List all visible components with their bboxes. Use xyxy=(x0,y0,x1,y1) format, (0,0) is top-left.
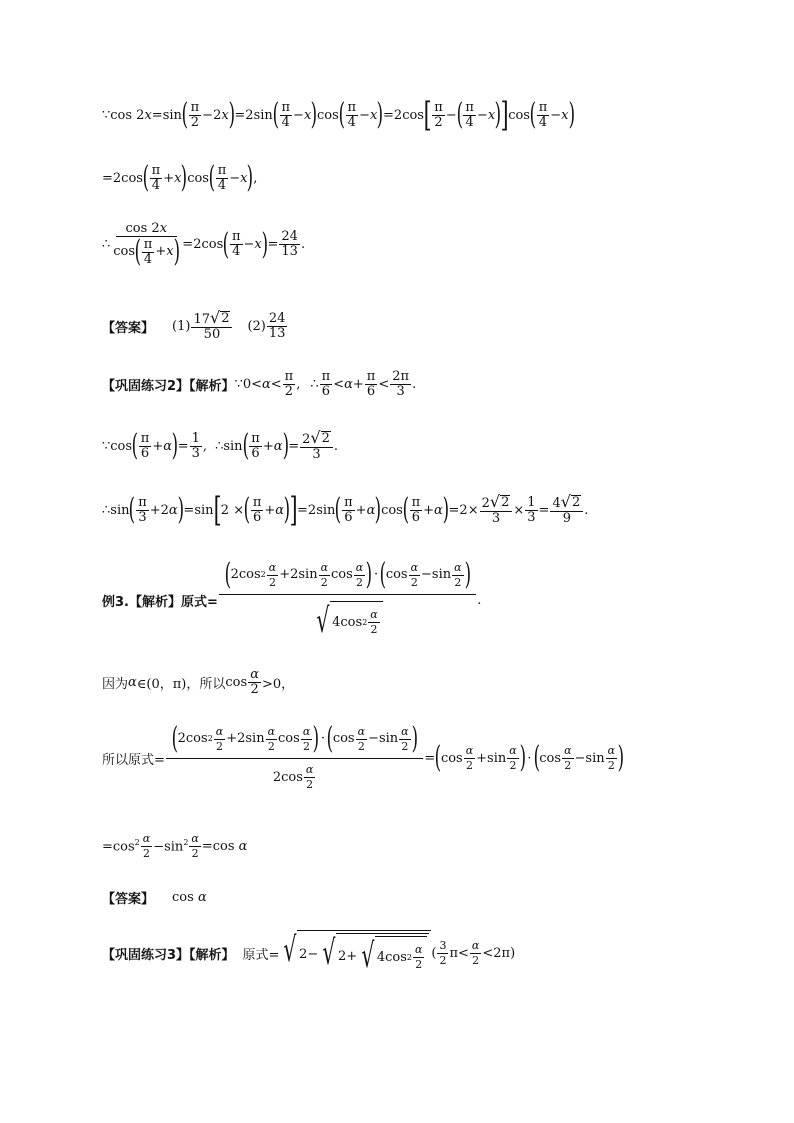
exercise-2-line-2: ∵cos ( π 6 +α ) = $\frac{1}{3}$ , ∴sin ( π 6 +α ) = 2 √ 2 3 . xyxy=(102,428,339,463)
condition-prefix: 因为 xyxy=(102,677,129,692)
exercise-2-line-1: 【巩固练习2】【解析】 ∵0<α< π 2 , ∴ π 6 <α+ $\frac{\pi}{6}$ < 2π 3 . xyxy=(102,369,417,399)
so-original: 所以原式= xyxy=(102,752,165,768)
answer-3: 【答案】 cos α xyxy=(102,890,207,907)
answer-label-1: 【答案】 xyxy=(102,320,155,336)
exercise-2-label: 【巩固练习2】【解析】 xyxy=(102,379,235,394)
condition-mid: ，所以 xyxy=(186,677,226,692)
answer-1: 【答案】 (1) 17 √ 2 50 (2) 24 13 xyxy=(102,308,286,342)
equation-line-1: ∵cos 2x=sin ( π 2 −2x ) =2sin ( π 4 −x ) cos ( π 4 −x ) =2cos [ π 2 − ( π 4 −x ) ] cos ( π 4 −x ) xyxy=(102,95,575,135)
exercise-3-line-1: 【巩固练习3】【解析】 原式= √ 2− √ 2+ √ 4cos 2 α 2 ( 3 2 π< α 2 <2π) xyxy=(102,930,516,976)
example-3-line-3: 所以原式= ( 2cos 2 α 2 +2sin α 2 cos α 2 ) · ( cos α 2 −sin α 2 ) 2cos α 2 = ( cos α 2 +sin α 2 ) · ( cos α 2 −sin α 2 ) xyxy=(102,721,625,791)
example-3-label: 例3.【解析】原式= xyxy=(102,595,218,610)
equation-line-2: =2cos ( π 4 +x ) cos ( π 4 −x ) , xyxy=(102,160,258,195)
exercise-3-label: 【巩固练习3】【解析】 xyxy=(102,947,235,963)
exercise-3-text: 原式= xyxy=(242,947,280,963)
exercise-2-line-3: ∴sin ( π 3 +2α ) =sin [ 2 × ( π 6 +α ) ] =2sin ( π 6 +α ) cos ( π 6 +α ) =2× 2 √ 2 3 × $\frac{1}{3}$ = 4 √ 2 9 . xyxy=(102,490,589,530)
example-3-line-4: $=\cos^2$ α 2 $-\sin^2$ $\frac{\alpha}{2}$ =cos α xyxy=(102,832,248,860)
example-3-line-1: 例3.【解析】原式= ( 2cos 2 α 2 +2sin α 2 cos α 2 ) · ( cos α 2 −sin α 2 ) √ 4cos 2 α 2 . xyxy=(102,557,482,641)
equation-line-3: ∴ cos 2x cos ( π 4 + x ) =2cos ( π 4 −x ) = $\frac{24}{13}$ . xyxy=(102,221,306,269)
answer-label-3: 【答案】 xyxy=(102,892,155,907)
example-3-line-2: 因为 α ∈(0，π) ，所以 cos α 2 >0， xyxy=(102,667,295,697)
